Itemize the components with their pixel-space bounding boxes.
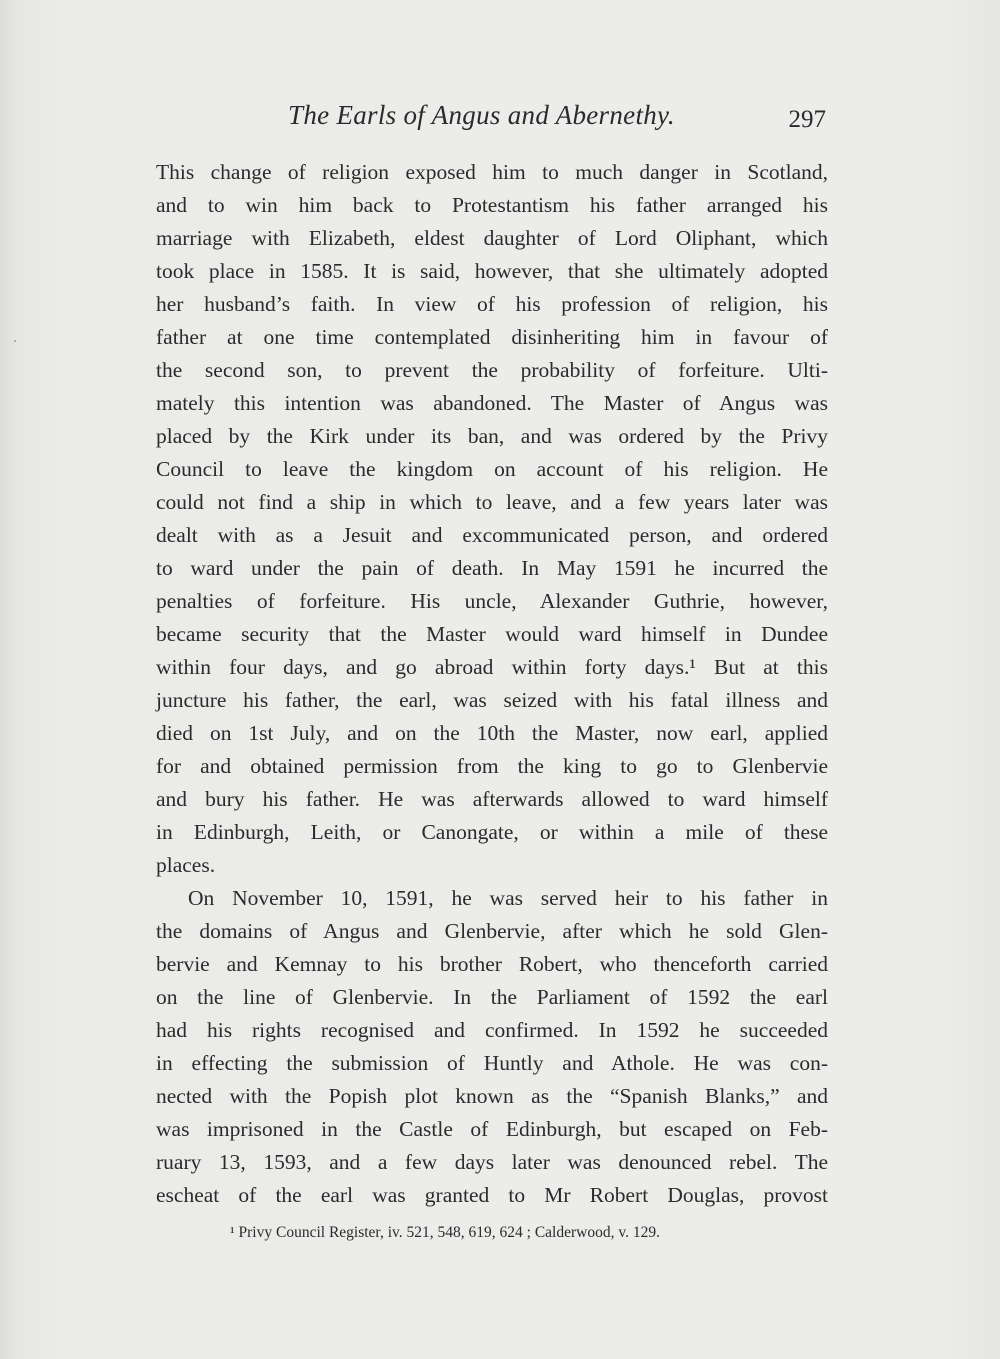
text-line: penalties of forfeiture. His uncle, Alexander Guthrie, however,	[156, 589, 828, 613]
text-line: marriage with Elizabeth, eldest daughter of Lord Oliphant, which	[156, 226, 828, 250]
text-line: and bury his father. He was afterwards allowed to ward himself	[156, 787, 828, 811]
text-line: bervie and Kemnay to his brother Robert, who thenceforth carried	[156, 952, 828, 976]
paragraph-1	[156, 156, 828, 882]
body-text	[156, 156, 828, 1212]
text-line: for and obtained permission from the king to go to Glenbervie	[156, 754, 828, 778]
text-line: juncture his father, the earl, was seized with his fatal illness and	[156, 688, 828, 712]
text-line: to ward under the pain of death. In May 1591 he incurred the	[156, 556, 828, 580]
text-line: father at one time contemplated disinheriting him in favour of	[156, 325, 828, 349]
text-line: dealt with as a Jesuit and excommunicated person, and ordered	[156, 523, 828, 547]
margin-speck	[14, 340, 16, 342]
text-line: took place in 1585. It is said, however, that she ultimately adopted	[156, 259, 828, 283]
paragraph-2	[156, 882, 828, 1212]
text-line: died on 1st July, and on the 10th the Master, now earl, applied	[156, 721, 828, 745]
page-header	[156, 100, 830, 140]
text-line: was imprisoned in the Castle of Edinburgh, but escaped on Feb-	[156, 1117, 828, 1141]
running-title: The Earls of Angus and Abernethy.	[288, 100, 675, 130]
text-line: ruary 13, 1593, and a few days later was denounced rebel. The	[156, 1150, 828, 1174]
text-line: On November 10, 1591, he was served heir to his father in	[188, 886, 828, 910]
text-line: places.	[156, 853, 216, 877]
text-line: mately this intention was abandoned. The Master of Angus was	[156, 391, 828, 415]
page-number: 297	[788, 106, 826, 133]
text-line: escheat of the earl was granted to Mr Robert Douglas, provost	[156, 1183, 828, 1207]
text-line: Council to leave the kingdom on account of his religion. He	[156, 457, 828, 481]
text-line: nected with the Popish plot known as the “Spanish Blanks,” and	[156, 1084, 828, 1108]
text-line: This change of religion exposed him to much danger in Scotland,	[156, 160, 828, 184]
text-line: became security that the Master would ward himself in Dundee	[156, 622, 828, 646]
text-line: could not find a ship in which to leave, and a few years later was	[156, 490, 828, 514]
text-line: within four days, and go abroad within forty days.¹ But at this	[156, 655, 828, 679]
text-line: on the line of Glenbervie. In the Parliament of 1592 the earl	[156, 985, 828, 1009]
text-line: her husband’s faith. In view of his profession of religion, his	[156, 292, 828, 316]
text-line: placed by the Kirk under its ban, and was ordered by the Privy	[156, 424, 828, 448]
text-line: in effecting the submission of Huntly and Athole. He was con-	[156, 1051, 828, 1075]
text-line: and to win him back to Protestantism his father arranged his	[156, 193, 828, 217]
text-line: the second son, to prevent the probability of forfeiture. Ulti-	[156, 358, 828, 382]
text-line: had his rights recognised and confirmed. In 1592 he succeeded	[156, 1018, 828, 1042]
text-line: the domains of Angus and Glenbervie, after which he sold Glen-	[156, 919, 828, 943]
text-line: in Edinburgh, Leith, or Canongate, or within a mile of these	[156, 820, 828, 844]
footnote: ¹ Privy Council Register, iv. 521, 548, 619, 624 ; Calderwood, v. 129.	[230, 1224, 660, 1241]
